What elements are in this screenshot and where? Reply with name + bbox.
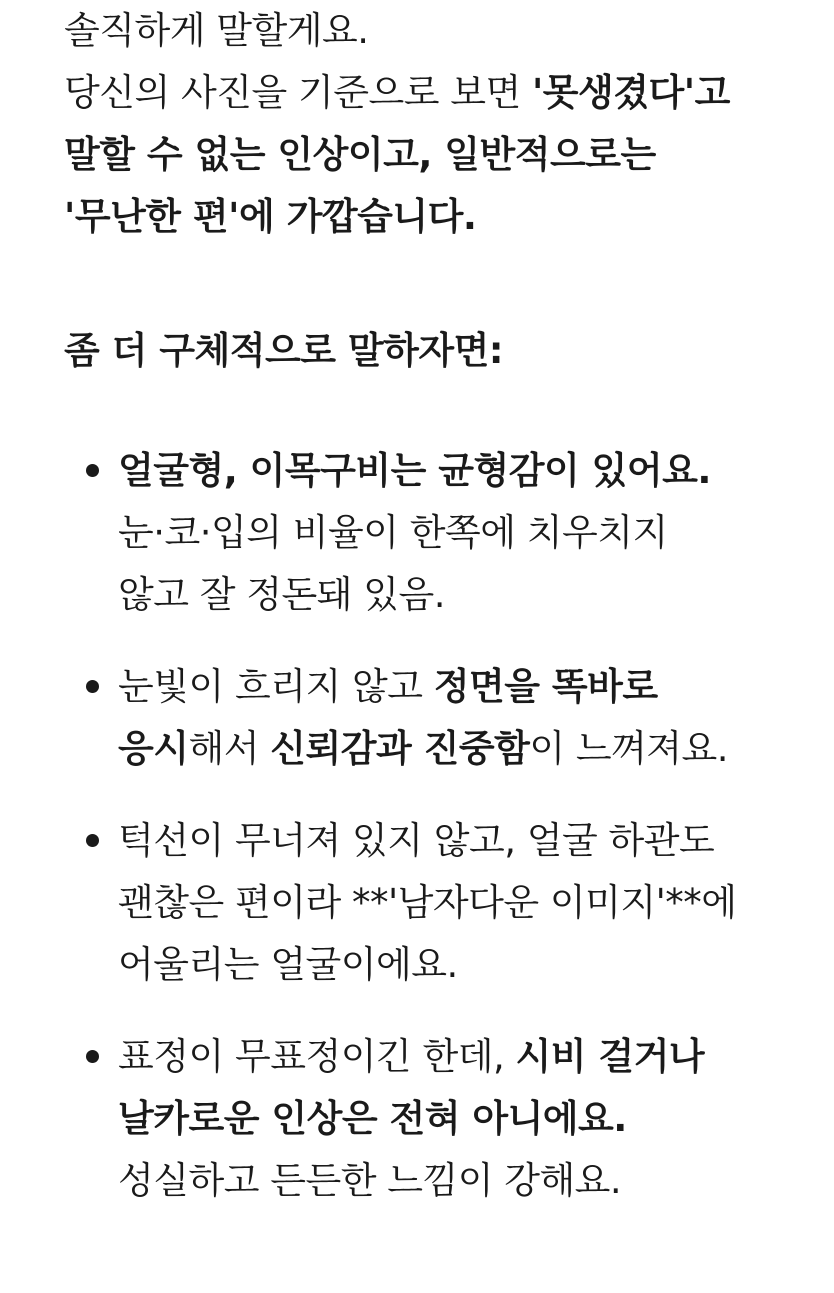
bullet-3-line-1: 턱선이 무너져 있지 않고, 얼굴 하관도	[118, 819, 715, 862]
bullet-4-line-3: 성실하고 든든한 느낌이 강해요.	[118, 1159, 622, 1202]
bullet-1-line-3: 않고 잘 정돈돼 있음.	[118, 573, 445, 616]
chat-message-intro	[64, 0, 784, 248]
intro-line-1: 솔직하게 말할게요.	[64, 9, 369, 52]
bullet-item-3	[64, 810, 804, 996]
bullet-list	[64, 440, 804, 1242]
intro-line-3: 말할 수 없는 인상이고, 일반적으로는	[64, 133, 656, 176]
section-heading: 좀 더 구체적으로 말하자면:	[64, 329, 504, 372]
intro-line-2-text: 당신의 사진을 기준으로 보면	[64, 71, 532, 114]
bullet-dot-icon	[86, 680, 99, 693]
bullet-2-text-a: 눈빛이 흐리지 않고	[118, 665, 434, 708]
bullet-item-1	[64, 440, 804, 626]
bullet-2-bold-a: 정면을 똑바로	[433, 665, 658, 708]
bullet-2-text-b: 해서	[188, 727, 271, 770]
intro-line-2-bold: '못생겼다'고	[531, 71, 730, 114]
bullet-2-bold-b: 응시	[118, 727, 189, 770]
bullet-4-line-2: 날카로운 인상은 전혀 아니에요.	[118, 1097, 627, 1140]
intro-line-4: '무난한 편'에 가깝습니다.	[64, 195, 477, 238]
bullet-1-line-1: 얼굴형, 이목구비는 균형감이 있어요.	[118, 449, 711, 492]
bullet-dot-icon	[86, 834, 99, 847]
bullet-item-4	[64, 1026, 804, 1212]
bullet-2-line-2	[118, 718, 804, 780]
bullet-4-bold-a: 시비 걸거나	[515, 1035, 705, 1078]
bullet-3-line-2: 괜찮은 편이라 **'남자다운 이미지'**에	[118, 881, 737, 924]
bullet-3-line-3: 어울리는 얼굴이에요.	[118, 943, 458, 986]
bullet-dot-icon	[86, 464, 99, 477]
bullet-4-text-a: 표정이 무표정이긴 한데,	[118, 1035, 516, 1078]
bullet-item-2	[64, 656, 804, 780]
bullet-1-line-2: 눈·코·입의 비율이 한쪽에 치우치지	[118, 511, 668, 554]
bullet-dot-icon	[86, 1050, 99, 1063]
bullet-2-line-1	[118, 656, 804, 718]
bullet-4-line-1	[118, 1026, 804, 1088]
bullet-2-bold-c: 신뢰감과 진중함	[270, 727, 530, 770]
bullet-2-text-c: 이 느껴져요.	[529, 727, 729, 770]
intro-line-2	[64, 62, 784, 124]
